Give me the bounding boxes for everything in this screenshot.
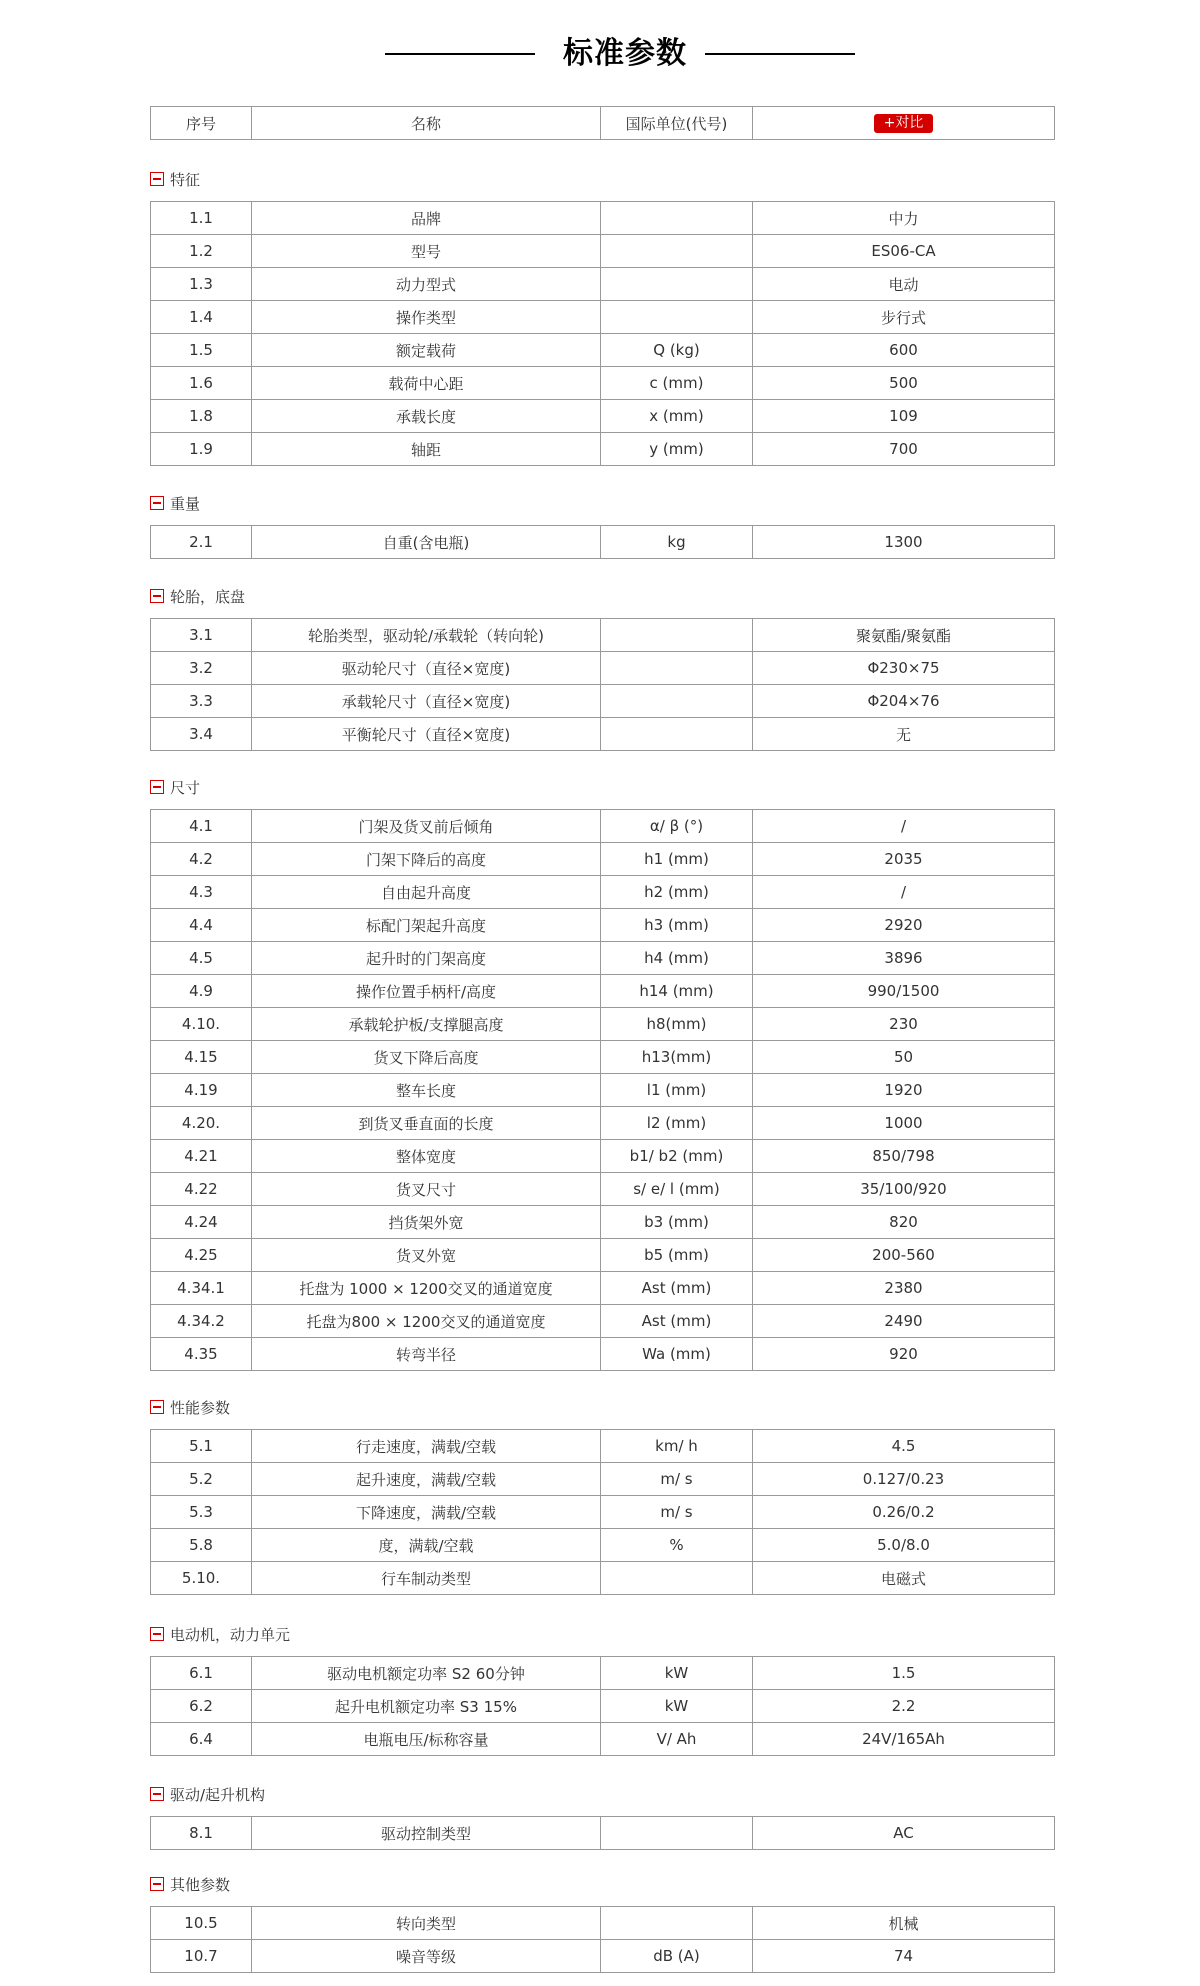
section-heading xyxy=(150,492,200,514)
cell-value: 850/798 xyxy=(753,1140,1055,1173)
table-row xyxy=(151,400,1055,433)
cell-name: 载荷中心距 xyxy=(252,367,601,400)
cell-name: 行走速度，满载/空载 xyxy=(252,1430,601,1463)
header-col-name: 名称 xyxy=(252,107,601,140)
cell-name: 起升时的门架高度 xyxy=(252,942,601,975)
table-row xyxy=(151,1107,1055,1140)
cell-name: 行车制动类型 xyxy=(252,1562,601,1595)
cell-name: 度，满载/空载 xyxy=(252,1529,601,1562)
cell-name: 自重(含电瓶) xyxy=(252,526,601,559)
table-row xyxy=(151,1239,1055,1272)
header-table xyxy=(150,106,1055,140)
cell-name: 货叉尺寸 xyxy=(252,1173,601,1206)
cell-unit: dB (A) xyxy=(601,1940,753,1973)
cell-name: 驱动控制类型 xyxy=(252,1817,601,1850)
spec-table xyxy=(150,1816,1055,1850)
cell-no: 3.1 xyxy=(151,619,252,652)
table-row xyxy=(151,433,1055,466)
cell-no: 4.35 xyxy=(151,1338,252,1371)
table-row xyxy=(151,1173,1055,1206)
cell-no: 1.5 xyxy=(151,334,252,367)
table-row xyxy=(151,301,1055,334)
cell-unit: Ast (mm) xyxy=(601,1272,753,1305)
cell-name: 货叉外宽 xyxy=(252,1239,601,1272)
cell-name: 承载轮护板/支撑腿高度 xyxy=(252,1008,601,1041)
cell-value: 1000 xyxy=(753,1107,1055,1140)
cell-value: 机械 xyxy=(753,1907,1055,1940)
cell-unit xyxy=(601,202,753,235)
cell-unit xyxy=(601,301,753,334)
table-row xyxy=(151,1008,1055,1041)
table-row xyxy=(151,619,1055,652)
cell-unit: h1 (mm) xyxy=(601,843,753,876)
cell-name: 噪音等级 xyxy=(252,1940,601,1973)
spec-table xyxy=(150,201,1055,466)
header-col-unit: 国际单位(代号) xyxy=(601,107,753,140)
cell-unit: Q (kg) xyxy=(601,334,753,367)
cell-no: 2.1 xyxy=(151,526,252,559)
cell-value: 35/100/920 xyxy=(753,1173,1055,1206)
cell-unit: h4 (mm) xyxy=(601,942,753,975)
cell-value: 3896 xyxy=(753,942,1055,975)
spec-table xyxy=(150,1906,1055,1973)
section-label: 其他参数 xyxy=(170,1875,231,1894)
spec-table xyxy=(150,618,1055,751)
cell-value: 电磁式 xyxy=(753,1562,1055,1595)
cell-no: 1.8 xyxy=(151,400,252,433)
cell-unit: h14 (mm) xyxy=(601,975,753,1008)
cell-name: 轴距 xyxy=(252,433,601,466)
section-label: 轮胎，底盘 xyxy=(170,587,246,606)
cell-value: 步行式 xyxy=(753,301,1055,334)
cell-unit: km/ h xyxy=(601,1430,753,1463)
cell-no: 10.7 xyxy=(151,1940,252,1973)
header-col-compare xyxy=(753,107,1055,140)
table-row xyxy=(151,843,1055,876)
table-row xyxy=(151,526,1055,559)
cell-no: 3.2 xyxy=(151,652,252,685)
table-row xyxy=(151,1817,1055,1850)
cell-name: 整车长度 xyxy=(252,1074,601,1107)
cell-no: 1.2 xyxy=(151,235,252,268)
section-heading xyxy=(150,168,200,190)
table-row xyxy=(151,235,1055,268)
cell-unit: x (mm) xyxy=(601,400,753,433)
cell-value: 0.127/0.23 xyxy=(753,1463,1055,1496)
cell-value: 2490 xyxy=(753,1305,1055,1338)
cell-no: 1.6 xyxy=(151,367,252,400)
cell-unit: b3 (mm) xyxy=(601,1206,753,1239)
section-heading xyxy=(150,585,245,607)
cell-name: 起升速度，满载/空载 xyxy=(252,1463,601,1496)
table-row xyxy=(151,1690,1055,1723)
cell-no: 4.20. xyxy=(151,1107,252,1140)
cell-value: 200-560 xyxy=(753,1239,1055,1272)
cell-name: 型号 xyxy=(252,235,601,268)
cell-value: / xyxy=(753,810,1055,843)
spec-table xyxy=(150,525,1055,559)
cell-no: 4.34.2 xyxy=(151,1305,252,1338)
cell-unit: l2 (mm) xyxy=(601,1107,753,1140)
cell-no: 4.5 xyxy=(151,942,252,975)
cell-value: 230 xyxy=(753,1008,1055,1041)
section-heading xyxy=(150,1873,230,1895)
table-row xyxy=(151,268,1055,301)
cell-name: 门架下降后的高度 xyxy=(252,843,601,876)
cell-name: 额定载荷 xyxy=(252,334,601,367)
cell-no: 4.34.1 xyxy=(151,1272,252,1305)
spec-table xyxy=(150,1656,1055,1756)
spec-table xyxy=(150,1429,1055,1595)
cell-name: 托盘为 1000 × 1200交叉的通道宽度 xyxy=(252,1272,601,1305)
cell-value: 无 xyxy=(753,718,1055,751)
cell-value: AC xyxy=(753,1817,1055,1850)
table-row xyxy=(151,876,1055,909)
title-divider-left xyxy=(385,53,535,55)
cell-no: 4.2 xyxy=(151,843,252,876)
header-row xyxy=(151,107,1055,140)
cell-value: 2.2 xyxy=(753,1690,1055,1723)
cell-name: 操作位置手柄杆/高度 xyxy=(252,975,601,1008)
cell-unit: α/ β (°) xyxy=(601,810,753,843)
cell-value: 109 xyxy=(753,400,1055,433)
cell-value: 500 xyxy=(753,367,1055,400)
table-row xyxy=(151,1430,1055,1463)
table-row xyxy=(151,1338,1055,1371)
cell-unit: % xyxy=(601,1529,753,1562)
cell-unit xyxy=(601,619,753,652)
table-row xyxy=(151,975,1055,1008)
cell-value: 1.5 xyxy=(753,1657,1055,1690)
table-row xyxy=(151,1940,1055,1973)
collapse-toggle-icon[interactable] xyxy=(150,780,164,794)
cell-no: 6.4 xyxy=(151,1723,252,1756)
cell-unit: kg xyxy=(601,526,753,559)
cell-value: 4.5 xyxy=(753,1430,1055,1463)
page-title: 标准参数 xyxy=(563,36,687,71)
cell-no: 10.5 xyxy=(151,1907,252,1940)
cell-name: 电瓶电压/标称容量 xyxy=(252,1723,601,1756)
collapse-toggle-icon[interactable] xyxy=(150,1400,164,1414)
table-row xyxy=(151,942,1055,975)
table-row xyxy=(151,1041,1055,1074)
table-row xyxy=(151,1529,1055,1562)
cell-no: 4.22 xyxy=(151,1173,252,1206)
cell-value: 24V/165Ah xyxy=(753,1723,1055,1756)
table-row xyxy=(151,810,1055,843)
cell-unit: y (mm) xyxy=(601,433,753,466)
collapse-toggle-icon[interactable] xyxy=(150,1877,164,1891)
cell-no: 4.25 xyxy=(151,1239,252,1272)
cell-no: 3.3 xyxy=(151,685,252,718)
cell-no: 3.4 xyxy=(151,718,252,751)
cell-name: 到货叉垂直面的长度 xyxy=(252,1107,601,1140)
table-row xyxy=(151,1723,1055,1756)
cell-unit: h2 (mm) xyxy=(601,876,753,909)
cell-name: 品牌 xyxy=(252,202,601,235)
table-row xyxy=(151,909,1055,942)
cell-no: 4.3 xyxy=(151,876,252,909)
cell-value: 1300 xyxy=(753,526,1055,559)
cell-name: 驱动轮尺寸（直径×宽度) xyxy=(252,652,601,685)
cell-unit: h3 (mm) xyxy=(601,909,753,942)
cell-value: 2035 xyxy=(753,843,1055,876)
cell-value: 50 xyxy=(753,1041,1055,1074)
cell-unit xyxy=(601,235,753,268)
cell-unit: l1 (mm) xyxy=(601,1074,753,1107)
table-row xyxy=(151,1907,1055,1940)
cell-name: 托盘为800 × 1200交叉的通道宽度 xyxy=(252,1305,601,1338)
cell-name: 起升电机额定功率 S3 15% xyxy=(252,1690,601,1723)
cell-name: 货叉下降后高度 xyxy=(252,1041,601,1074)
cell-unit: c (mm) xyxy=(601,367,753,400)
cell-name: 操作类型 xyxy=(252,301,601,334)
title-divider-right xyxy=(705,53,855,55)
section-label: 驱动/起升机构 xyxy=(170,1785,266,1804)
cell-name: 承载轮尺寸（直径×宽度) xyxy=(252,685,601,718)
cell-value: 1920 xyxy=(753,1074,1055,1107)
cell-no: 5.3 xyxy=(151,1496,252,1529)
cell-name: 挡货架外宽 xyxy=(252,1206,601,1239)
cell-name: 轮胎类型，驱动轮/承载轮（转向轮) xyxy=(252,619,601,652)
cell-unit xyxy=(601,1907,753,1940)
cell-value: 820 xyxy=(753,1206,1055,1239)
cell-unit xyxy=(601,1817,753,1850)
section-label: 尺寸 xyxy=(170,778,201,797)
cell-unit: m/ s xyxy=(601,1463,753,1496)
section-heading xyxy=(150,776,200,798)
cell-unit: b1/ b2 (mm) xyxy=(601,1140,753,1173)
section-heading xyxy=(150,1783,265,1805)
cell-value: Φ204×76 xyxy=(753,685,1055,718)
table-row xyxy=(151,1074,1055,1107)
cell-unit: b5 (mm) xyxy=(601,1239,753,1272)
cell-value: 600 xyxy=(753,334,1055,367)
cell-no: 4.4 xyxy=(151,909,252,942)
cell-name: 转弯半径 xyxy=(252,1338,601,1371)
cell-unit xyxy=(601,1562,753,1595)
cell-unit: V/ Ah xyxy=(601,1723,753,1756)
cell-value: 2920 xyxy=(753,909,1055,942)
table-row xyxy=(151,652,1055,685)
section-heading xyxy=(150,1623,290,1645)
cell-no: 5.10. xyxy=(151,1562,252,1595)
cell-unit: kW xyxy=(601,1657,753,1690)
collapse-toggle-icon[interactable] xyxy=(150,172,164,186)
cell-no: 4.10. xyxy=(151,1008,252,1041)
table-row xyxy=(151,1562,1055,1595)
table-row xyxy=(151,718,1055,751)
table-row xyxy=(151,685,1055,718)
cell-unit xyxy=(601,718,753,751)
cell-unit xyxy=(601,268,753,301)
cell-name: 自由起升高度 xyxy=(252,876,601,909)
table-row xyxy=(151,1305,1055,1338)
table-row xyxy=(151,334,1055,367)
cell-unit: kW xyxy=(601,1690,753,1723)
cell-value: 920 xyxy=(753,1338,1055,1371)
cell-value: 电动 xyxy=(753,268,1055,301)
table-row xyxy=(151,202,1055,235)
cell-unit: h8(mm) xyxy=(601,1008,753,1041)
cell-no: 4.19 xyxy=(151,1074,252,1107)
table-row xyxy=(151,1657,1055,1690)
spec-table xyxy=(150,809,1055,1371)
cell-no: 4.1 xyxy=(151,810,252,843)
cell-no: 4.24 xyxy=(151,1206,252,1239)
cell-name: 门架及货叉前后倾角 xyxy=(252,810,601,843)
cell-no: 1.9 xyxy=(151,433,252,466)
cell-value: 2380 xyxy=(753,1272,1055,1305)
cell-unit xyxy=(601,652,753,685)
page-title-bar xyxy=(0,32,1200,76)
cell-name: 下降速度，满载/空载 xyxy=(252,1496,601,1529)
collapse-toggle-icon[interactable] xyxy=(150,589,164,603)
cell-unit: Ast (mm) xyxy=(601,1305,753,1338)
cell-value: 74 xyxy=(753,1940,1055,1973)
section-label: 重量 xyxy=(170,494,201,513)
table-row xyxy=(151,1272,1055,1305)
section-label: 性能参数 xyxy=(170,1398,231,1417)
table-row xyxy=(151,1463,1055,1496)
cell-name: 动力型式 xyxy=(252,268,601,301)
cell-no: 6.1 xyxy=(151,1657,252,1690)
collapse-toggle-icon[interactable] xyxy=(150,1627,164,1641)
cell-no: 5.1 xyxy=(151,1430,252,1463)
cell-value: 聚氨酯/聚氨酯 xyxy=(753,619,1055,652)
cell-unit xyxy=(601,685,753,718)
cell-name: 整体宽度 xyxy=(252,1140,601,1173)
table-row xyxy=(151,1206,1055,1239)
table-row xyxy=(151,1140,1055,1173)
cell-unit: Wa (mm) xyxy=(601,1338,753,1371)
cell-no: 1.3 xyxy=(151,268,252,301)
cell-name: 承载长度 xyxy=(252,400,601,433)
cell-value: 700 xyxy=(753,433,1055,466)
cell-unit: s/ e/ l (mm) xyxy=(601,1173,753,1206)
cell-no: 4.21 xyxy=(151,1140,252,1173)
header-col-no: 序号 xyxy=(151,107,252,140)
cell-no: 4.9 xyxy=(151,975,252,1008)
collapse-toggle-icon[interactable] xyxy=(150,496,164,510)
cell-value: 0.26/0.2 xyxy=(753,1496,1055,1529)
cell-value: / xyxy=(753,876,1055,909)
cell-no: 6.2 xyxy=(151,1690,252,1723)
cell-no: 5.2 xyxy=(151,1463,252,1496)
section-heading xyxy=(150,1396,230,1418)
collapse-toggle-icon[interactable] xyxy=(150,1787,164,1801)
cell-no: 4.15 xyxy=(151,1041,252,1074)
section-label: 特征 xyxy=(170,170,201,189)
cell-unit: h13(mm) xyxy=(601,1041,753,1074)
cell-no: 1.4 xyxy=(151,301,252,334)
cell-no: 5.8 xyxy=(151,1529,252,1562)
cell-name: 平衡轮尺寸（直径×宽度) xyxy=(252,718,601,751)
cell-unit: m/ s xyxy=(601,1496,753,1529)
cell-no: 1.1 xyxy=(151,202,252,235)
section-label: 电动机，动力单元 xyxy=(170,1625,291,1644)
cell-value: 中力 xyxy=(753,202,1055,235)
cell-no: 8.1 xyxy=(151,1817,252,1850)
table-row xyxy=(151,1496,1055,1529)
cell-value: Φ230×75 xyxy=(753,652,1055,685)
cell-name: 驱动电机额定功率 S2 60分钟 xyxy=(252,1657,601,1690)
cell-value: 5.0/8.0 xyxy=(753,1529,1055,1562)
cell-value: 990/1500 xyxy=(753,975,1055,1008)
compare-button[interactable]: +对比 xyxy=(874,114,934,133)
cell-value: ES06-CA xyxy=(753,235,1055,268)
cell-name: 标配门架起升高度 xyxy=(252,909,601,942)
cell-name: 转向类型 xyxy=(252,1907,601,1940)
table-row xyxy=(151,367,1055,400)
